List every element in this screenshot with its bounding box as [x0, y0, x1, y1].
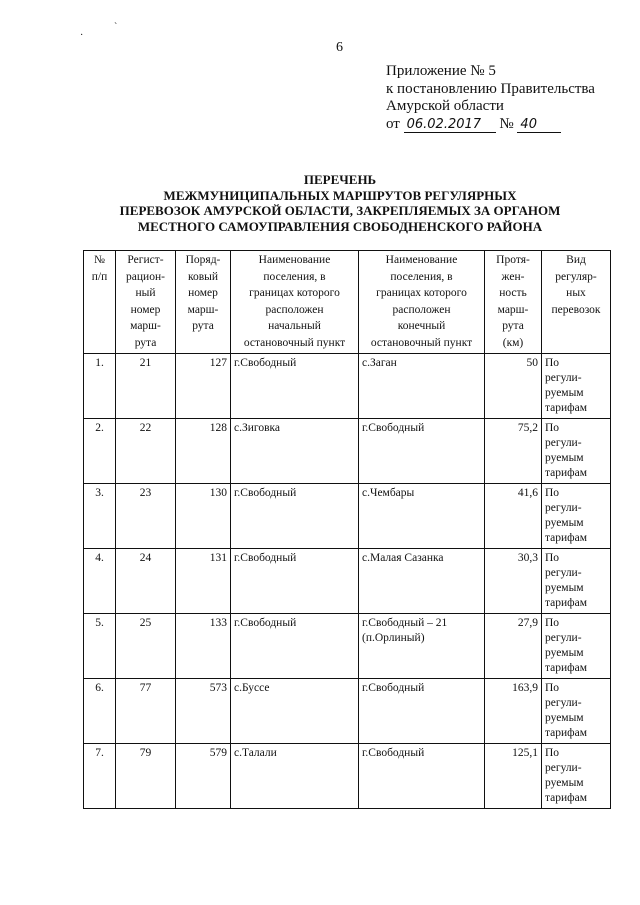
document-title	[80, 172, 600, 234]
table-header-row	[84, 251, 611, 354]
cell-transport-type: По регули- руемым тарифам	[542, 354, 611, 419]
cell-start-settlement: с.Зиговка	[231, 419, 359, 484]
table-row	[84, 484, 611, 549]
handwritten-number: 40	[517, 118, 561, 133]
number-prefix: №	[499, 115, 514, 132]
cell-num: 3.	[84, 484, 116, 549]
cell-transport-type: По регули- руемым тарифам	[542, 744, 611, 809]
table-row	[84, 614, 611, 679]
cell-route-length: 163,9	[485, 679, 542, 744]
title-line: ПЕРЕВОЗОК АМУРСКОЙ ОБЛАСТИ, ЗАКРЕПЛЯЕМЫХ ЗА ОРГАНОМ	[119, 203, 561, 218]
appendix-line: к постановлению Правительства	[386, 80, 595, 97]
cell-start-settlement: г.Свободный	[231, 354, 359, 419]
cell-end-settlement: с.Малая Сазанка	[359, 549, 485, 614]
cell-num: 7.	[84, 744, 116, 809]
table-row	[84, 419, 611, 484]
header-end-settlement: Наименование поселения, в границах которого расположен конечный остановочный пункт	[359, 251, 485, 354]
cell-num: 2.	[84, 419, 116, 484]
cell-reg-number: 79	[116, 744, 176, 809]
appendix-line: Приложение № 5	[386, 63, 496, 79]
table-row	[84, 549, 611, 614]
scan-speck: ˋ	[114, 22, 118, 33]
table-row	[84, 679, 611, 744]
header-num: № п/п	[84, 251, 116, 354]
cell-order-number: 128	[176, 419, 231, 484]
cell-start-settlement: с.Буссе	[231, 679, 359, 744]
cell-order-number: 579	[176, 744, 231, 809]
cell-route-length: 125,1	[485, 744, 542, 809]
cell-end-settlement: г.Свободный	[359, 419, 485, 484]
cell-route-length: 41,6	[485, 484, 542, 549]
cell-order-number: 133	[176, 614, 231, 679]
header-transport-type: Вид регуляр- ных перевозок	[542, 251, 611, 354]
cell-order-number: 131	[176, 549, 231, 614]
cell-num: 6.	[84, 679, 116, 744]
table-row	[84, 354, 611, 419]
cell-transport-type: По регули- руемым тарифам	[542, 419, 611, 484]
cell-start-settlement: г.Свободный	[231, 614, 359, 679]
title-line: МЕЖМУНИЦИПАЛЬНЫХ МАРШРУТОВ РЕГУЛЯРНЫХ	[163, 187, 517, 203]
cell-start-settlement: с.Талали	[231, 744, 359, 809]
cell-transport-type: По регули- руемым тарифам	[542, 484, 611, 549]
title-line: МЕСТНОГО САМОУПРАВЛЕНИЯ СВОБОДНЕНСКОГО РАЙОНА	[137, 218, 543, 234]
cell-reg-number: 22	[116, 419, 176, 484]
cell-transport-type: По регули- руемым тарифам	[542, 614, 611, 679]
appendix-date-line	[386, 116, 595, 134]
header-reg-number: Регист- рацион- ный номер марш- рута	[116, 251, 176, 354]
cell-route-length: 30,3	[485, 549, 542, 614]
cell-num: 4.	[84, 549, 116, 614]
page-number: 6	[336, 40, 343, 55]
cell-start-settlement: г.Свободный	[231, 549, 359, 614]
cell-route-length: 50	[485, 354, 542, 419]
scan-speck: ·	[80, 30, 84, 41]
header-order-number: Поряд- ковый номер марш- рута	[176, 251, 231, 354]
table-row	[84, 744, 611, 809]
cell-end-settlement: г.Свободный	[359, 679, 485, 744]
routes-table	[83, 250, 611, 809]
cell-end-settlement: с.Чембары	[359, 484, 485, 549]
cell-num: 1.	[84, 354, 116, 419]
cell-reg-number: 21	[116, 354, 176, 419]
cell-route-length: 27,9	[485, 614, 542, 679]
cell-order-number: 127	[176, 354, 231, 419]
cell-order-number: 573	[176, 679, 231, 744]
handwritten-date: 06.02.2017	[404, 118, 496, 133]
cell-end-settlement: г.Свободный – 21 (п.Орлиный)	[359, 614, 485, 679]
cell-reg-number: 23	[116, 484, 176, 549]
cell-reg-number: 77	[116, 679, 176, 744]
cell-end-settlement: с.Заган	[359, 354, 485, 419]
cell-order-number: 130	[176, 484, 231, 549]
cell-start-settlement: г.Свободный	[231, 484, 359, 549]
cell-reg-number: 24	[116, 549, 176, 614]
cell-transport-type: По регули- руемым тарифам	[542, 679, 611, 744]
cell-transport-type: По регули- руемым тарифам	[542, 549, 611, 614]
cell-route-length: 75,2	[485, 419, 542, 484]
cell-num: 5.	[84, 614, 116, 679]
header-start-settlement: Наименование поселения, в границах которого расположен начальный остановочный пункт	[231, 251, 359, 354]
cell-reg-number: 25	[116, 614, 176, 679]
date-prefix: от	[386, 115, 400, 132]
cell-end-settlement: г.Свободный	[359, 744, 485, 809]
appendix-line: Амурской области	[386, 98, 504, 114]
title-line: ПЕРЕЧЕНЬ	[303, 172, 377, 187]
appendix-header	[386, 63, 595, 133]
header-route-length: Протя- жен- ность марш- рута (км)	[485, 251, 542, 354]
